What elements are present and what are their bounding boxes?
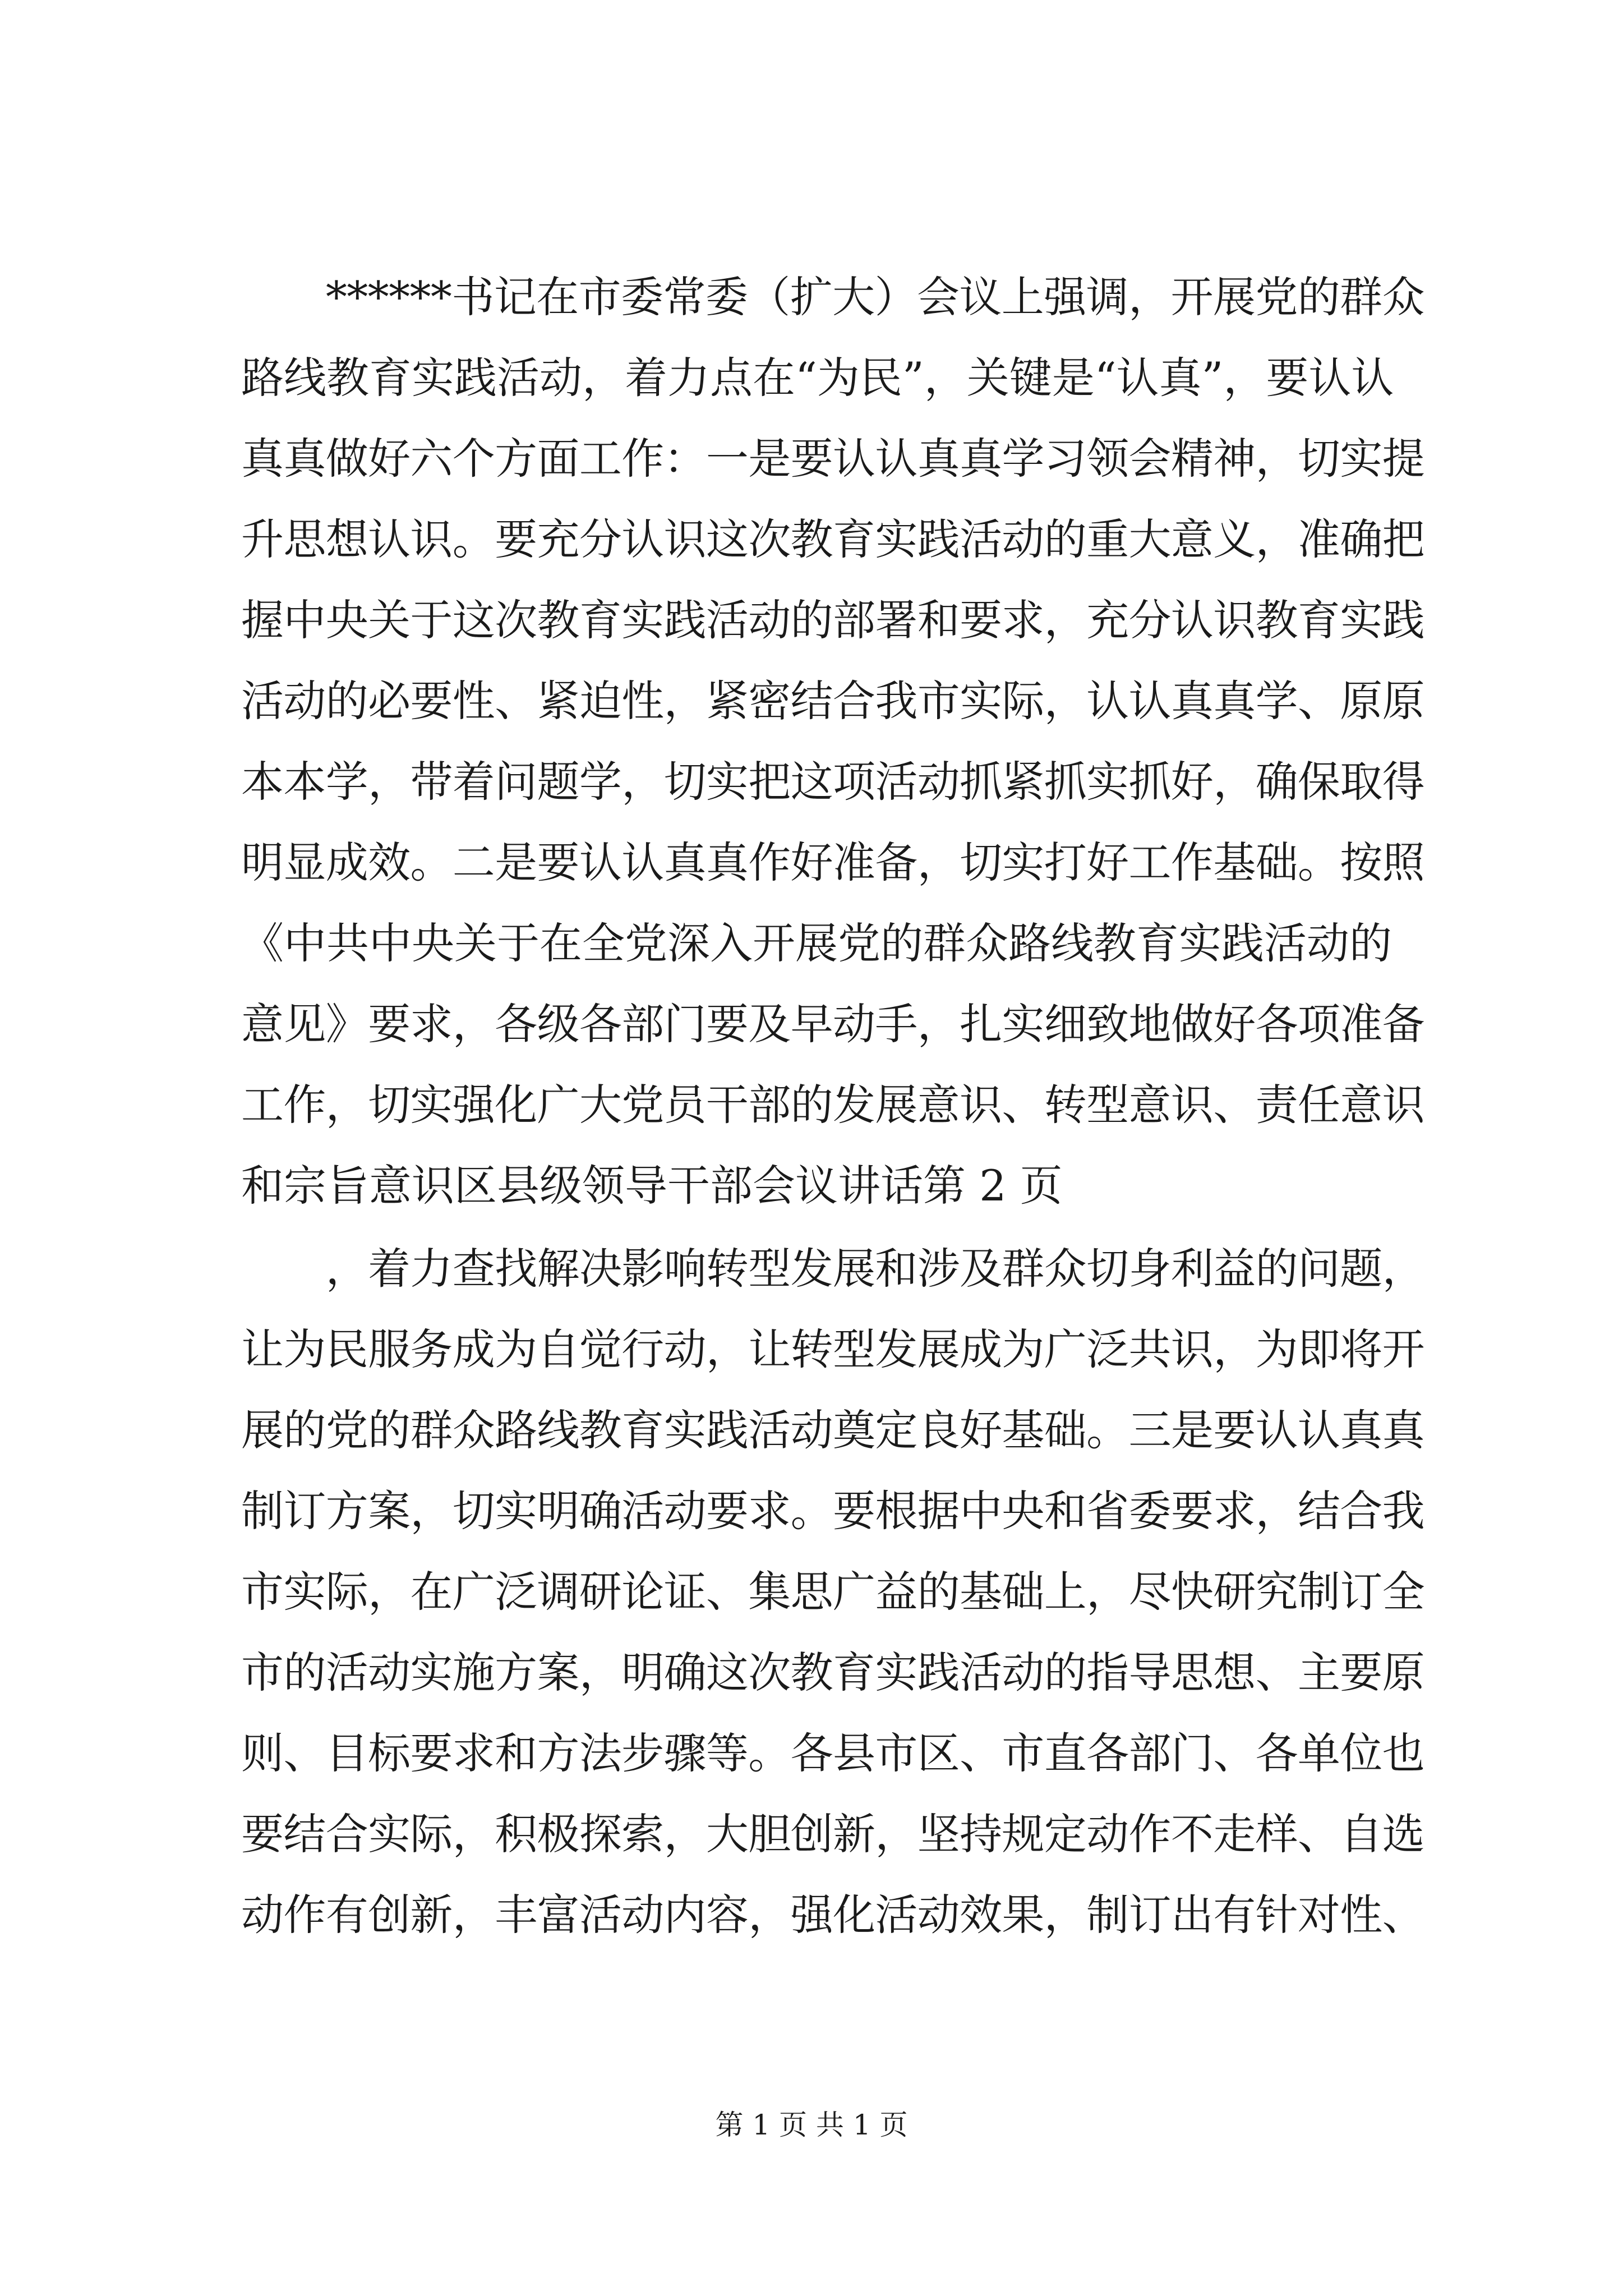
text-line: 要结合实际，积极探索，大胆创新，坚持规定动作不走样、自选 [241, 1809, 1424, 1859]
body-paragraph-2 [241, 1228, 1424, 1955]
text-line: ******书记在市委常委（扩大）会议上强调，开展党的群众 [241, 272, 1424, 322]
text-line: 《中共中央关于在全党深入开展党的群众路线教育实践活动的 [241, 918, 1392, 968]
text-line: 本本学，带着问题学，切实把这项活动抓紧抓实抓好，确保取得 [241, 757, 1424, 807]
page-footer [0, 2102, 1623, 2143]
text-line: 制订方案，切实明确活动要求。要根据中央和省委要求，结合我 [241, 1486, 1424, 1536]
page-number: 第 1 页 共 1 页 [715, 2109, 908, 2141]
text-line: 明显成效。二是要认认真真作好准备，切实打好工作基础。按照 [241, 838, 1424, 887]
text-line: 意见》要求，各级各部门要及早动手，扎实细致地做好各项准备 [241, 999, 1424, 1049]
text-line: ，着力查找解决影响转型发展和涉及群众切身利益的问题， [241, 1244, 1424, 1294]
text-line: 展的党的群众路线教育实践活动奠定良好基础。三是要认认真真 [241, 1405, 1424, 1455]
text-line: 让为民服务成为自觉行动，让转型发展成为广泛共识，为即将开 [241, 1324, 1424, 1374]
text-line: 市实际，在广泛调研论证、集思广益的基础上，尽快研究制订全 [241, 1567, 1424, 1617]
text-line: 握中央关于这次教育实践活动的部署和要求，充分认识教育实践 [241, 595, 1424, 645]
text-line: 市的活动实施方案，明确这次教育实践活动的指导思想、主要原 [241, 1648, 1424, 1697]
text-line: 真真做好六个方面工作：一是要认认真真学习领会精神，切实提 [241, 434, 1424, 484]
text-line: 工作，切实强化广大党员干部的发展意识、转型意识、责任意识 [241, 1080, 1424, 1130]
text-line: 升思想认识。要充分认识这次教育实践活动的重大意义，准确把 [241, 514, 1424, 564]
text-line: 动作有创新，丰富活动内容，强化活动效果，制订出有针对性、 [241, 1890, 1424, 1940]
body-paragraph-1 [241, 257, 1424, 1226]
text-line: 则、目标要求和方法步骤等。各县市区、市直各部门、各单位也 [241, 1728, 1424, 1778]
text-line: 路线教育实践活动，着力点在“为民”，关键是“认真”，要认认 [241, 353, 1394, 403]
text-line: 和宗旨意识区县级领导干部会议讲话第 2 页 [241, 1161, 1063, 1211]
text-line: 活动的必要性、紧迫性，紧密结合我市实际，认认真真学、原原 [241, 676, 1424, 726]
